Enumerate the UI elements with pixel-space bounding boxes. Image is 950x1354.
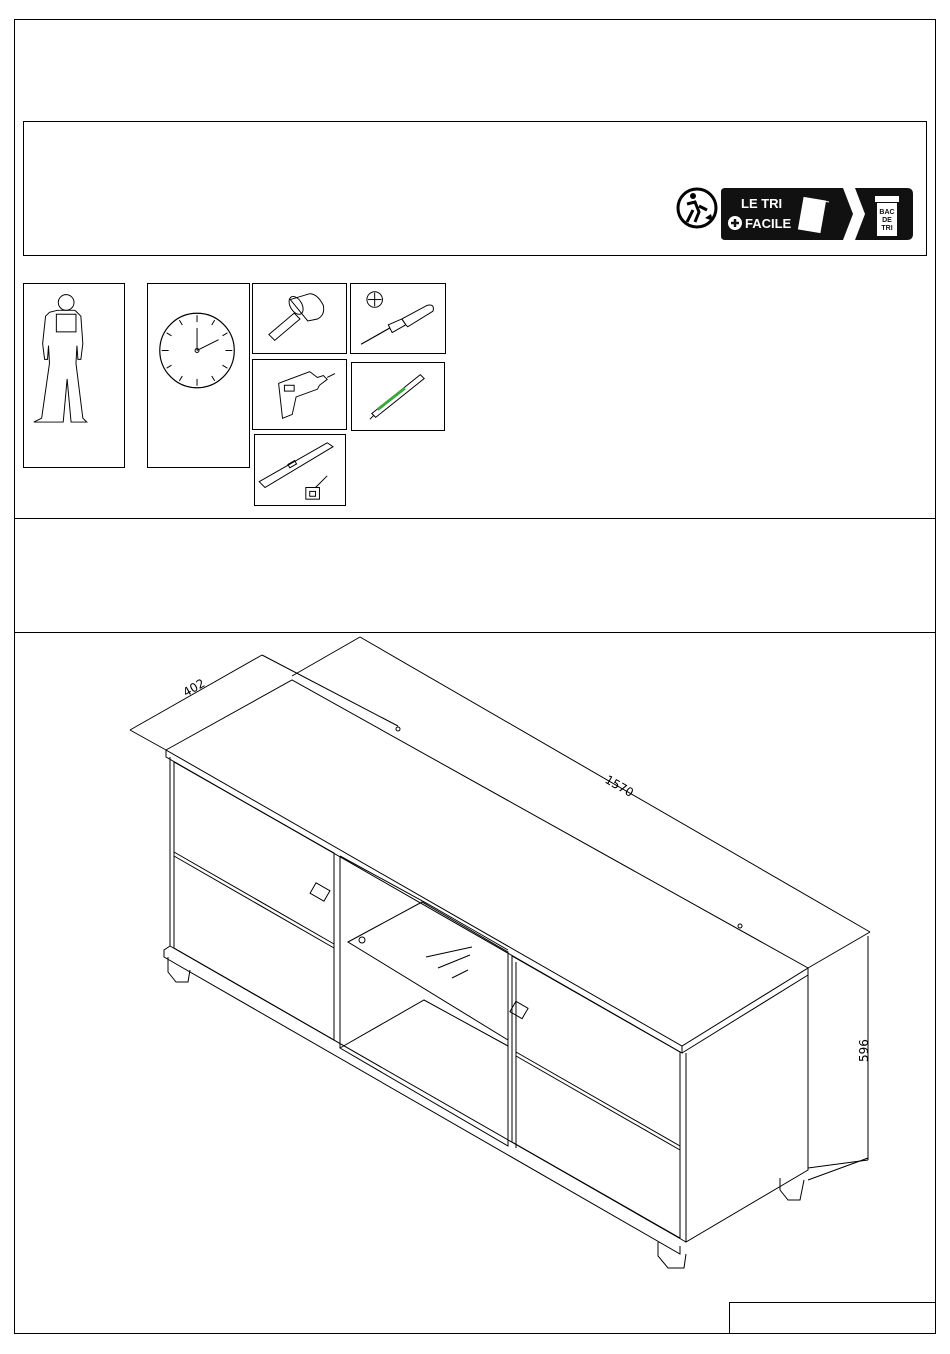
- bin-text-1: BAC: [879, 209, 895, 216]
- reference-box: [729, 1302, 936, 1334]
- logo-line1: LE TRI: [741, 196, 783, 211]
- bin-text-2: DE: [882, 217, 892, 224]
- dim-width: 1570: [602, 772, 636, 800]
- bin-text-3: TRI: [881, 225, 893, 232]
- logo-line2: FACILE: [745, 216, 792, 231]
- dim-depth: 402: [180, 676, 208, 700]
- dim-height: 596: [857, 1039, 871, 1062]
